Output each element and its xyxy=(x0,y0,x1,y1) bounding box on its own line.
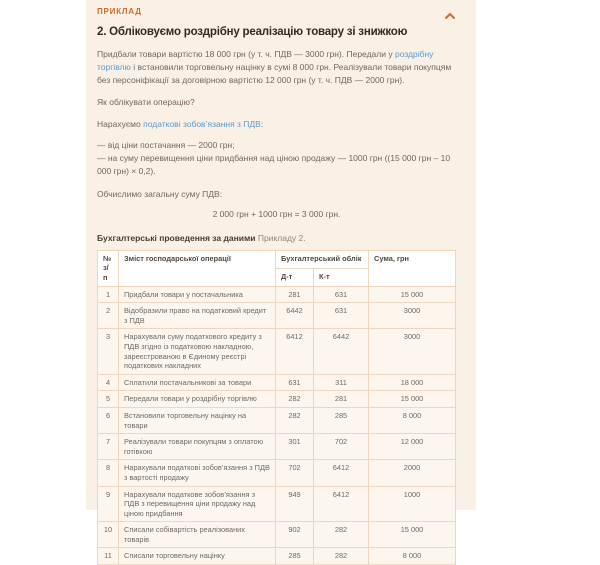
cell-credit: 6412 xyxy=(314,486,369,522)
col-header-debit: Д-т xyxy=(276,268,314,286)
example-eyebrow: ПРИКЛАД xyxy=(97,7,142,16)
cell-debit: 631 xyxy=(276,374,314,391)
table-caption-bold: Бухгалтерські проведення за даними xyxy=(97,232,256,243)
intro-paragraph xyxy=(97,48,456,88)
table-row xyxy=(98,407,456,433)
cell-credit: 281 xyxy=(314,391,369,408)
intro-text-1: Придбали товари вартістю 18 000 грн (у т. ч. ПДВ — 3000 грн). Передали у xyxy=(97,49,395,59)
cell-credit: 631 xyxy=(314,286,369,303)
cell-credit: 282 xyxy=(314,522,369,548)
cell-desc: Списали собівартість реалізованих товарів xyxy=(119,522,276,548)
col-header-credit: К-т xyxy=(314,268,369,286)
table-row xyxy=(98,329,456,374)
cell-sum: 18 000 xyxy=(369,374,456,391)
cell-num: 1 xyxy=(98,286,119,303)
cell-sum: 12 000 xyxy=(369,434,456,460)
cell-num: 6 xyxy=(98,407,119,433)
cell-debit: 285 xyxy=(276,548,314,565)
cell-sum: 1000 xyxy=(369,486,456,522)
cell-desc: Сплатили постачальникові за товари xyxy=(119,374,276,391)
col-header-accounting: Бухгалтерський облік xyxy=(276,250,369,268)
cell-num: 9 xyxy=(98,486,119,522)
cell-sum: 15 000 xyxy=(369,391,456,408)
col-header-num: № з/п xyxy=(98,250,119,286)
cell-desc: Встановили торговельну націнку на товари xyxy=(119,407,276,433)
table-row xyxy=(98,286,456,303)
cell-desc: Реалізували товари покупцям з оплатою готівкою xyxy=(119,434,276,460)
cell-desc: Придбали товари у постачальника xyxy=(119,286,276,303)
table-row xyxy=(98,548,456,565)
cell-debit: 282 xyxy=(276,391,314,408)
cell-credit: 285 xyxy=(314,407,369,433)
chevron-up-icon xyxy=(444,11,456,21)
cell-sum: 15 000 xyxy=(369,522,456,548)
cell-sum: 8 000 xyxy=(369,407,456,433)
collapse-button[interactable] xyxy=(444,9,456,19)
intro-text-2: і встановили торговельну націнку в сумі 8 000 грн. Реалізували товари покупцям без персоніфікації за договірною вартістю 12 000 грн (у т. ч. ПДВ — 2000 грн). xyxy=(97,62,452,86)
cell-sum: 15 000 xyxy=(369,286,456,303)
cell-debit: 301 xyxy=(276,434,314,460)
table-row xyxy=(98,303,456,329)
cell-credit: 631 xyxy=(314,303,369,329)
table-caption xyxy=(97,232,456,244)
cell-debit: 281 xyxy=(276,286,314,303)
cell-desc: Відобразили право на податковий кредит з ПДВ xyxy=(119,303,276,329)
example-card xyxy=(86,0,476,561)
table-row xyxy=(98,434,456,460)
cell-debit: 282 xyxy=(276,407,314,433)
compute-text: Обчислимо загальну суму ПДВ: xyxy=(97,188,223,199)
cell-credit: 282 xyxy=(314,548,369,565)
accrual-list xyxy=(97,139,456,179)
cell-num: 7 xyxy=(98,434,119,460)
cell-num: 11 xyxy=(98,548,119,565)
example-title: 2. Обліковуємо роздрібну реалізацію товару зі знижкою xyxy=(97,26,408,38)
table-row xyxy=(98,460,456,486)
table-caption-ref: Прикладу 2. xyxy=(255,232,306,243)
col-header-sum: Сума, грн xyxy=(369,250,456,286)
list-item-excess-price: — на суму перевищення ціни придбання над ціною продажу — 1000 грн ((15 000 грн – 10 000 грн) × 0,2). xyxy=(97,153,451,177)
table-row xyxy=(98,391,456,408)
table-body xyxy=(98,286,456,564)
cell-credit: 311 xyxy=(314,374,369,391)
cell-desc: Нарахували податкове зобов’язання з ПДВ з перевищення ціни продажу над ціною придбання xyxy=(119,486,276,522)
cell-sum: 3000 xyxy=(369,303,456,329)
col-header-content: Зміст господарської операції xyxy=(119,250,276,286)
cell-debit: 6442 xyxy=(276,303,314,329)
cell-credit: 702 xyxy=(314,434,369,460)
accrual-text-1: Нарахуємо xyxy=(97,118,144,129)
cell-desc: Нарахували податкові зобов’язання з ПДВ з вартості продажу xyxy=(119,460,276,486)
table-row xyxy=(98,374,456,391)
cell-sum: 3000 xyxy=(369,329,456,374)
cell-num: 4 xyxy=(98,374,119,391)
cell-desc: Нарахували суму податкового кредиту з ПДВ згідно із податковою накладною, зареєстрованою в Єдиному реєстрі податкових накладних xyxy=(119,329,276,374)
vat-liabilities-link[interactable]: податкові зобов’язання з ПДВ xyxy=(143,118,261,129)
cell-sum: 8 000 xyxy=(369,548,456,565)
accrual-paragraph xyxy=(97,118,456,131)
cell-num: 8 xyxy=(98,460,119,486)
cell-debit: 6412 xyxy=(276,329,314,374)
cell-desc: Списали торговельну націнку xyxy=(119,548,276,565)
cell-num: 10 xyxy=(98,522,119,548)
cell-num: 2 xyxy=(98,303,119,329)
table-row xyxy=(98,486,456,522)
cell-desc: Передали товари у роздрібну торгівлю xyxy=(119,391,276,408)
cell-sum: 2000 xyxy=(369,460,456,486)
list-item-supply-price: — від ціни постачання — 2000 грн; xyxy=(97,140,235,151)
question-text: Як облікувати операцію? xyxy=(97,96,195,107)
cell-num: 5 xyxy=(98,391,119,408)
cell-credit: 6412 xyxy=(314,460,369,486)
retail-trade-link[interactable]: роздрібну торгівлю xyxy=(97,49,434,73)
postings-table xyxy=(97,250,456,565)
accrual-text-2: : xyxy=(260,118,264,129)
cell-debit: 702 xyxy=(276,460,314,486)
card-header xyxy=(97,7,456,19)
cell-debit: 949 xyxy=(276,486,314,522)
cell-credit: 6442 xyxy=(314,329,369,374)
vat-sum-formula: 2 000 грн + 1000 грн = 3 000 грн. xyxy=(212,208,341,219)
table-head xyxy=(98,250,456,286)
header-row-1 xyxy=(98,250,456,268)
table-row xyxy=(98,522,456,548)
cell-debit: 902 xyxy=(276,522,314,548)
cell-num: 3 xyxy=(98,329,119,374)
